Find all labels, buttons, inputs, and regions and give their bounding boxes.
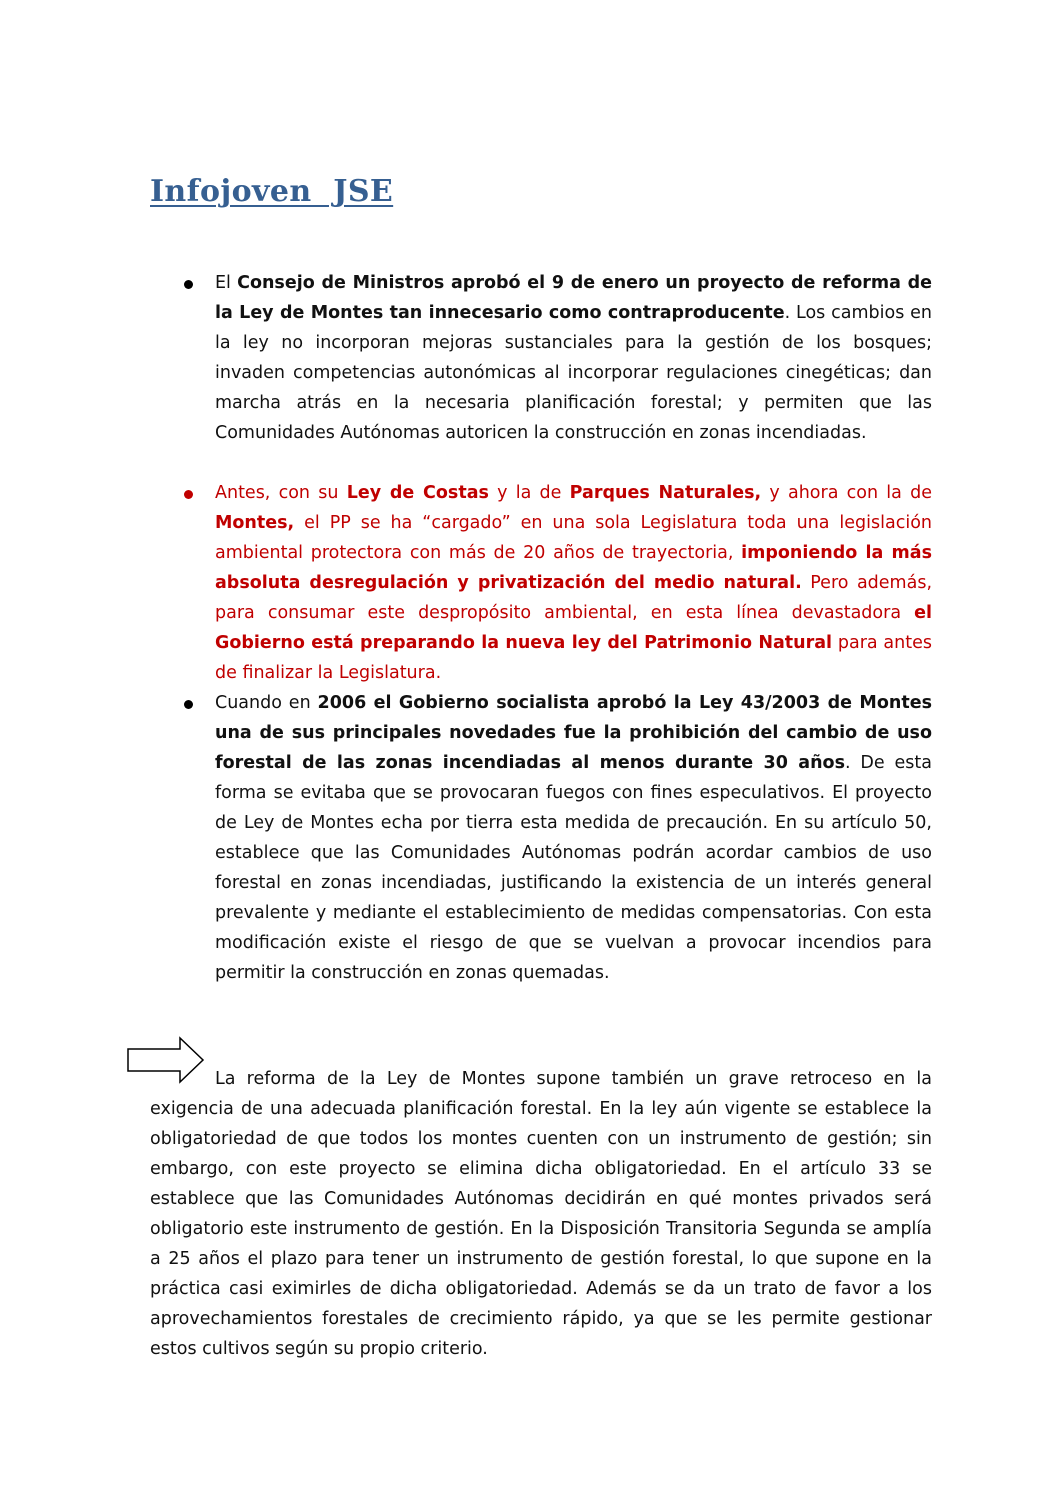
bold-text-run: Parques Naturales, — [569, 483, 762, 503]
text-run: . De esta forma se evitaba que se provocaran fuegos con fines especulativos. El proyecto de Ley de Montes echa por tierra esta medida de precaución. En su artículo 50, establece que las Comunidades Autónomas podrán acordar cambios de uso forestal en zonas incendiadas, justificando la existencia de un interés general prevalente y mediante el establecimiento de medidas compensatorias. Con esta modificación existe el riesgo de que se vuelvan a provocar incendios para permitir la construcción en zonas quemadas. — [215, 753, 932, 983]
bold-text-run: 2006 el Gobierno socialista aprobó la Ley 43/2003 de Montes una de sus principales novedades fue la prohibición del cambio de uso forestal de las zonas incendiadas al menos durante 30 años — [215, 693, 932, 773]
text-run: y ahora con la de — [761, 483, 932, 503]
text-run: Antes, con su — [215, 483, 347, 503]
text-run: para antes de finalizar la Legislatura. — [215, 633, 932, 683]
text-run: Cuando en — [215, 693, 318, 713]
text-run: y la de — [488, 483, 570, 503]
bold-text-run: el Gobierno está preparando la nueva ley del Patrimonio Natural — [215, 603, 932, 653]
bullet-dot-icon — [184, 490, 193, 499]
bullet-dot-icon — [184, 280, 193, 289]
bullet-item-ley-2006 — [215, 688, 932, 988]
page-title: Infojoven JSE — [150, 174, 394, 209]
text-run: . Los cambios en la ley no incorporan mejoras sustanciales para la gestión de los bosques; invaden competencias autonómicas al incorporar regulaciones cinegéticas; dan marcha atrás en la necesaria planificación forestal; y permiten que las Comunidades Autónomas autoricen la construcción en zonas incendiadas. — [215, 303, 932, 443]
bullet-dot-icon — [184, 700, 193, 709]
bold-text-run: Consejo de Ministros aprobó el 9 de enero un proyecto de reforma de la Ley de Montes tan innecesario como contraproducente — [215, 273, 933, 323]
text-run: el PP se ha “cargado” en una sola Legislatura toda una legislación ambiental protectora con más de 20 años de trayectoria, — [215, 513, 932, 563]
text-run: El — [215, 273, 238, 293]
bullet-item-consejo-ministros — [215, 268, 932, 448]
bold-text-run: Ley de Costas — [346, 483, 489, 503]
bullet-item-pp-legislacion — [215, 478, 932, 688]
closing-paragraph: La reforma de la Ley de Montes supone también un grave retroceso en la exigencia de una adecuada planificación forestal. En la ley aún vigente se establece la obligatoriedad de que todos los montes cuenten con un instrumento de gestión; sin embargo, con este proyecto se elimina dicha obligatoriedad. En el artículo 33 se establece que las Comunidades Autónomas decidirán en qué montes privados será obligatorio este instrumento de gestión. En la Disposición Transitoria Segunda se amplía a 25 años el plazo para tener un instrumento de gestión forestal, lo que supone en la práctica casi eximirles de dicha obligatoriedad. Además se da un trato de favor a los aprovechamientos forestales de crecimiento rápido, ya que se les permite gestionar estos cultivos según su propio criterio. — [150, 1069, 932, 1359]
bold-text-run: Montes, — [215, 513, 295, 533]
text-run: Pero además, para consumar este despropósito ambiental, en esta línea devastadora — [215, 573, 933, 623]
bold-text-run: imponiendo la más absoluta desregulación y privatización del medio natural. — [215, 543, 932, 593]
